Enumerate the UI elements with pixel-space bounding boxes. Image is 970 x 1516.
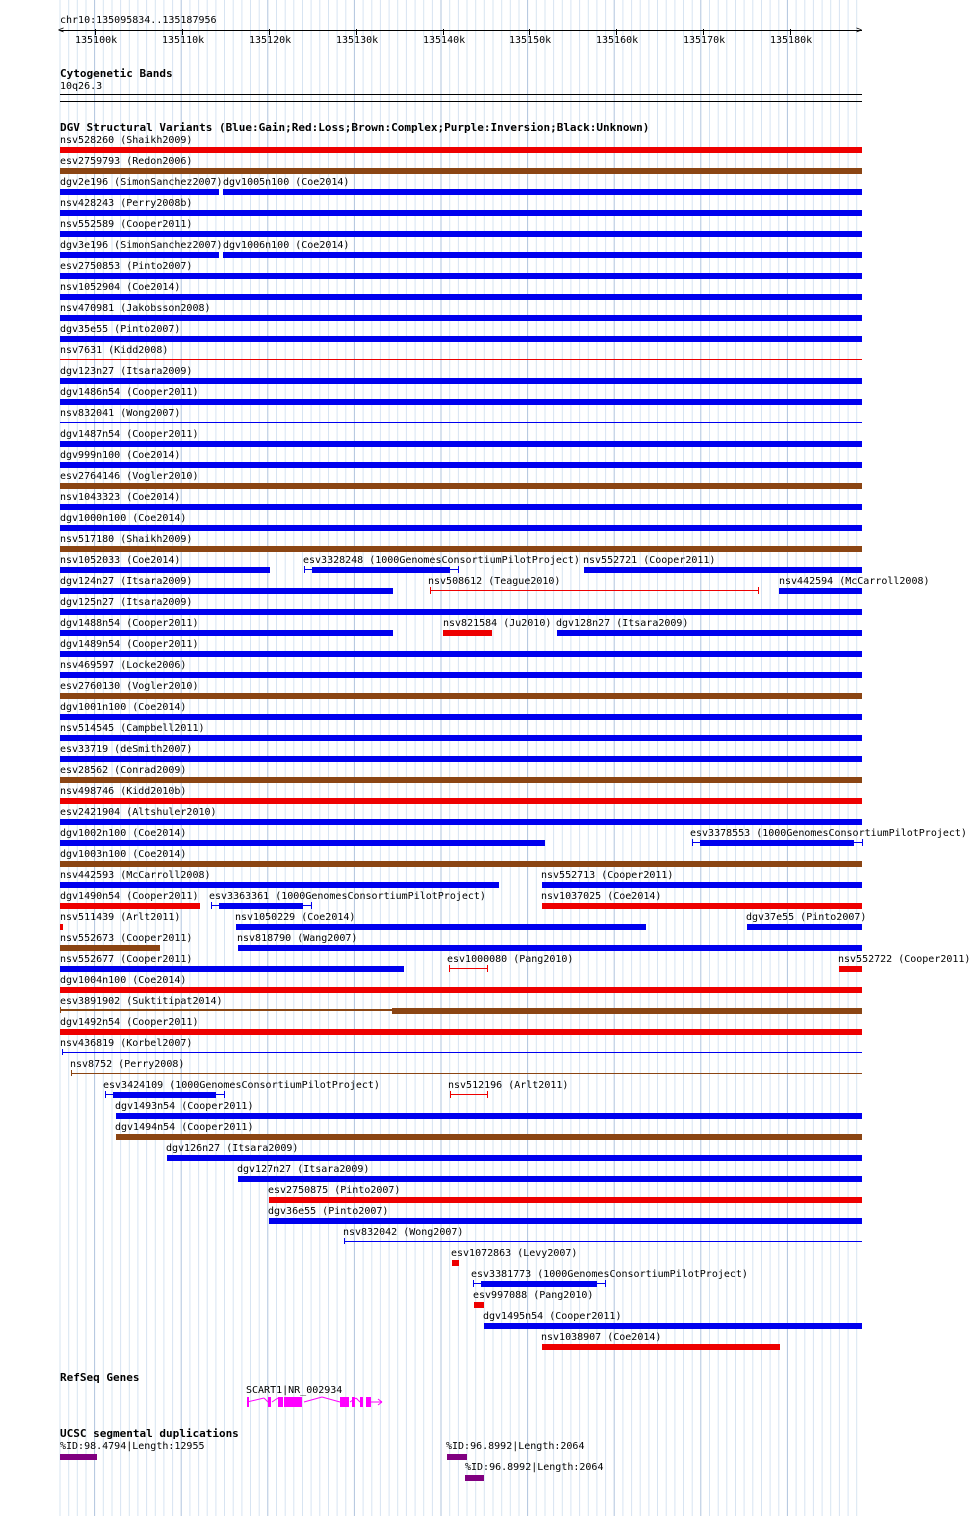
variant-bar[interactable] — [474, 1302, 484, 1308]
variant-bar[interactable] — [116, 1134, 862, 1140]
variant-bar[interactable] — [238, 1176, 862, 1182]
variant-bar[interactable] — [60, 294, 862, 300]
variant-bar[interactable] — [60, 483, 862, 489]
variant-label[interactable]: esv2750875 (Pinto2007) — [268, 1185, 401, 1196]
variant-label[interactable]: nsv517180 (Shaikh2009) — [60, 534, 193, 545]
variant-label[interactable]: dgv123n27 (Itsara2009) — [60, 366, 193, 377]
variant-bar[interactable] — [60, 315, 862, 321]
variant-label[interactable]: nsv528260 (Shaikh2009) — [60, 135, 193, 146]
variant-label[interactable]: nsv512196 (Arlt2011) — [448, 1080, 569, 1091]
gene-intron-1 — [247, 1398, 264, 1402]
variant-label[interactable]: nsv442594 (McCarroll2008) — [779, 576, 930, 587]
variant-bar[interactable] — [60, 735, 862, 741]
variant-label[interactable]: esv3328248 (1000GenomesConsortiumPilotProject) — [303, 555, 580, 566]
variant-label[interactable]: esv28562 (Conrad2009) — [60, 765, 187, 776]
variant-bar[interactable] — [60, 840, 545, 846]
variant-bar[interactable] — [60, 567, 270, 573]
variant-label[interactable]: dgv3e196 (SimonSanchez2007) — [60, 240, 223, 251]
variant-bar[interactable] — [113, 1092, 216, 1098]
variant-label[interactable]: esv3381773 (1000GenomesConsortiumPilotProject) — [471, 1269, 748, 1280]
variant-bar[interactable] — [219, 903, 303, 909]
variant-bar[interactable] — [542, 882, 862, 888]
gene-exon-6 — [352, 1397, 355, 1407]
variant-bracket[interactable] — [692, 839, 693, 846]
variant-bar[interactable] — [116, 1113, 862, 1119]
variant-label[interactable]: dgv1004n100 (Coe2014) — [60, 975, 187, 986]
variant-bar[interactable] — [481, 1281, 597, 1287]
variant-label[interactable]: dgv1492n54 (Cooper2011) — [60, 1017, 199, 1028]
variant-bar[interactable] — [557, 630, 862, 636]
variant-bar[interactable] — [60, 966, 404, 972]
segdup-bar[interactable] — [60, 1454, 97, 1460]
variant-label[interactable]: nsv436819 (Korbel2007) — [60, 1038, 193, 1049]
variant-bar[interactable] — [60, 672, 862, 678]
cytoband-rule-top — [60, 94, 862, 95]
variant-label[interactable]: dgv1489n54 (Cooper2011) — [60, 639, 199, 650]
variant-line[interactable] — [430, 590, 758, 591]
ruler-axis — [60, 30, 862, 31]
variant-bar[interactable] — [269, 1197, 862, 1203]
variant-bracket[interactable] — [458, 566, 459, 573]
variant-label[interactable]: dgv1486n54 (Cooper2011) — [60, 387, 199, 398]
gene-exon-8 — [366, 1397, 371, 1407]
variant-label[interactable]: nsv1050229 (Coe2014) — [235, 912, 356, 923]
ruler-arrow-right: > — [856, 25, 863, 36]
variant-bar[interactable] — [452, 1260, 459, 1266]
variant-label[interactable]: nsv1037025 (Coe2014) — [541, 891, 662, 902]
variant-bracket[interactable] — [211, 902, 212, 909]
variant-label[interactable]: nsv832042 (Wong2007) — [343, 1227, 464, 1238]
variant-bar[interactable] — [312, 567, 450, 573]
gene-exon-7 — [360, 1397, 363, 1407]
variant-line[interactable] — [71, 1073, 862, 1074]
variant-label[interactable]: esv1000080 (Pang2010) — [447, 954, 574, 965]
ruler-tick-label: 135110k — [162, 35, 205, 46]
variant-bar[interactable] — [542, 903, 862, 909]
variant-label[interactable]: nsv514545 (Campbell2011) — [60, 723, 205, 734]
variant-label[interactable]: nsv818790 (Wang2007) — [237, 933, 358, 944]
variant-bar[interactable] — [60, 147, 862, 153]
segdup-bar[interactable] — [465, 1475, 484, 1481]
variant-bracket[interactable] — [487, 1091, 488, 1098]
dgv-track-title: DGV Structural Variants (Blue:Gain;Red:Loss;Brown:Complex;Purple:Inversion;Black:Unknown) — [60, 121, 650, 134]
segdup-label[interactable]: %ID:96.8992|Length:2064 — [465, 1462, 604, 1473]
ruler-tick-label: 135130k — [336, 35, 379, 46]
variant-bracket[interactable] — [224, 1091, 225, 1098]
refseq-gene-model[interactable] — [244, 1395, 386, 1409]
variant-label[interactable]: esv3424109 (1000GenomesConsortiumPilotProject) — [103, 1080, 380, 1091]
variant-label[interactable]: nsv552677 (Cooper2011) — [60, 954, 193, 965]
variant-label[interactable]: dgv1002n100 (Coe2014) — [60, 828, 187, 839]
variant-label[interactable]: dgv1003n100 (Coe2014) — [60, 849, 187, 860]
variant-bar[interactable] — [223, 252, 862, 258]
variant-label[interactable]: nsv8752 (Perry2008) — [70, 1059, 185, 1070]
variant-label[interactable]: nsv7631 (Kidd2008) — [60, 345, 169, 356]
gene-exon-4 — [284, 1397, 302, 1407]
variant-label[interactable]: nsv511439 (Arlt2011) — [60, 912, 181, 923]
refseq-gene-label[interactable]: SCART1|NR_002934 — [246, 1385, 343, 1396]
variant-bar[interactable] — [60, 504, 862, 510]
variant-label[interactable]: dgv126n27 (Itsara2009) — [166, 1143, 299, 1154]
variant-bar[interactable] — [747, 924, 862, 930]
variant-label[interactable]: dgv1494n54 (Cooper2011) — [115, 1122, 254, 1133]
variant-label[interactable]: nsv508612 (Teague2010) — [428, 576, 561, 587]
variant-bracket[interactable] — [430, 587, 431, 594]
variant-label[interactable]: esv3891902 (Suktitipat2014) — [60, 996, 223, 1007]
variant-bar[interactable] — [60, 189, 219, 195]
variant-bar[interactable] — [60, 798, 862, 804]
variant-bracket[interactable] — [62, 1049, 63, 1055]
variant-label[interactable]: esv2421904 (Altshuler2010) — [60, 807, 217, 818]
gene-exon-1 — [247, 1397, 249, 1407]
variant-bar[interactable] — [167, 1155, 862, 1161]
variant-bar[interactable] — [584, 567, 862, 573]
variant-bar[interactable] — [60, 714, 862, 720]
gene-exon-3 — [278, 1397, 283, 1407]
variant-line[interactable] — [344, 1241, 862, 1242]
variant-label[interactable]: nsv821584 (Ju2010) — [443, 618, 552, 629]
variant-bracket[interactable] — [311, 902, 312, 909]
ruler-tick-label: 135150k — [509, 35, 552, 46]
variant-label[interactable]: esv3378553 (1000GenomesConsortiumPilotProject) — [690, 828, 967, 839]
cytoband-rule-bottom — [60, 101, 862, 102]
variant-label[interactable]: nsv552673 (Cooper2011) — [60, 933, 193, 944]
variant-label[interactable]: dgv999n100 (Coe2014) — [60, 450, 181, 461]
variant-label[interactable]: esv33719 (deSmith2007) — [60, 744, 193, 755]
variant-bar[interactable] — [60, 210, 862, 216]
variant-label[interactable]: dgv1000n100 (Coe2014) — [60, 513, 187, 524]
variant-line[interactable] — [60, 1009, 392, 1011]
variant-bar[interactable] — [60, 168, 862, 174]
variant-label[interactable]: nsv1052904 (Coe2014) — [60, 282, 181, 293]
variant-bar[interactable] — [839, 966, 862, 972]
segdups-track-title: UCSC segmental duplications — [60, 1427, 239, 1440]
variant-bracket[interactable] — [473, 1280, 474, 1287]
variant-bracket[interactable] — [862, 839, 863, 846]
variant-bar[interactable] — [60, 441, 862, 447]
variant-label[interactable]: dgv37e55 (Pinto2007) — [746, 912, 867, 923]
variant-bracket[interactable] — [450, 1091, 451, 1098]
variant-label[interactable]: nsv552713 (Cooper2011) — [541, 870, 674, 881]
variant-label[interactable]: nsv1038907 (Coe2014) — [541, 1332, 662, 1343]
ruler-tick-label: 135170k — [683, 35, 726, 46]
variant-label[interactable]: dgv1005n100 (Coe2014) — [223, 177, 350, 188]
variant-bracket[interactable] — [605, 1280, 606, 1287]
gene-intron-5 — [322, 1397, 340, 1402]
variant-bar[interactable] — [60, 924, 63, 930]
gene-exon-5 — [340, 1397, 349, 1407]
variant-bar[interactable] — [60, 630, 393, 636]
variant-label[interactable]: dgv1493n54 (Cooper2011) — [115, 1101, 254, 1112]
variant-bar[interactable] — [60, 546, 862, 552]
variant-label[interactable]: esv1072863 (Levy2007) — [451, 1248, 578, 1259]
segdup-label[interactable]: %ID:98.4794|Length:12955 — [60, 1441, 205, 1452]
variant-bar[interactable] — [238, 945, 862, 951]
variant-label[interactable]: nsv428243 (Perry2008b) — [60, 198, 193, 209]
gene-intron-3 — [272, 1398, 278, 1402]
variant-line[interactable] — [450, 1094, 487, 1095]
variant-label[interactable]: dgv36e55 (Pinto2007) — [268, 1206, 389, 1217]
ruler-location: chr10:135095834..135187956 — [60, 15, 217, 26]
variant-line[interactable] — [60, 422, 862, 423]
variant-bar[interactable] — [60, 462, 862, 468]
variant-bar[interactable] — [60, 882, 499, 888]
variant-bar[interactable] — [700, 840, 854, 846]
variant-label[interactable]: dgv35e55 (Pinto2007) — [60, 324, 181, 335]
variant-label[interactable]: dgv127n27 (Itsara2009) — [237, 1164, 370, 1175]
variant-label[interactable]: dgv2e196 (SimonSanchez2007) — [60, 177, 223, 188]
variant-label[interactable]: nsv498746 (Kidd2010b) — [60, 786, 187, 797]
variant-bar[interactable] — [542, 1344, 780, 1350]
variant-label[interactable]: dgv1006n100 (Coe2014) — [223, 240, 350, 251]
ruler-tick-label: 135160k — [596, 35, 639, 46]
variant-line[interactable] — [62, 1052, 862, 1053]
cytobands-track-title: Cytogenetic Bands — [60, 67, 173, 80]
variant-bar[interactable] — [60, 693, 862, 699]
ruler-tick-label: 135140k — [423, 35, 466, 46]
variant-bar[interactable] — [236, 924, 646, 930]
variant-label[interactable]: dgv128n27 (Itsara2009) — [556, 618, 689, 629]
variant-bar[interactable] — [779, 588, 862, 594]
segdup-bar[interactable] — [447, 1454, 467, 1460]
variant-line[interactable] — [449, 968, 487, 969]
refseq-track-title: RefSeq Genes — [60, 1371, 140, 1384]
variant-bar[interactable] — [60, 525, 862, 531]
variant-bar[interactable] — [60, 945, 160, 951]
variant-bar[interactable] — [60, 378, 862, 384]
variant-label[interactable]: nsv552589 (Cooper2011) — [60, 219, 193, 230]
variant-label[interactable]: nsv469597 (Locke2006) — [60, 660, 187, 671]
variant-bracket[interactable] — [105, 1091, 106, 1098]
variant-bar[interactable] — [60, 903, 200, 909]
variant-bar[interactable] — [223, 189, 862, 195]
variant-label[interactable]: esv2764146 (Vogler2010) — [60, 471, 199, 482]
variant-bracket[interactable] — [304, 566, 305, 573]
variant-bar[interactable] — [60, 861, 862, 867]
cytoband-label: 10q26.3 — [60, 81, 103, 92]
variant-label[interactable]: esv997088 (Pang2010) — [473, 1290, 594, 1301]
variant-bar[interactable] — [60, 252, 219, 258]
variant-bar[interactable] — [60, 651, 862, 657]
variant-bracket[interactable] — [758, 587, 759, 594]
gene-exon-2 — [268, 1397, 271, 1407]
gene-intron-2 — [264, 1398, 268, 1402]
variant-label[interactable]: esv2750853 (Pinto2007) — [60, 261, 193, 272]
variant-label[interactable]: dgv1490n54 (Cooper2011) — [60, 891, 199, 902]
variant-label[interactable]: dgv124n27 (Itsara2009) — [60, 576, 193, 587]
variant-bar[interactable] — [60, 819, 862, 825]
variant-label[interactable]: dgv1001n100 (Coe2014) — [60, 702, 187, 713]
variant-label[interactable]: nsv552722 (Cooper2011) — [838, 954, 970, 965]
variant-label[interactable]: dgv1487n54 (Cooper2011) — [60, 429, 199, 440]
variant-bar[interactable] — [60, 756, 862, 762]
variant-label[interactable]: nsv1043323 (Coe2014) — [60, 492, 181, 503]
ruler-tick-label: 135180k — [770, 35, 813, 46]
variant-label[interactable]: dgv1488n54 (Cooper2011) — [60, 618, 199, 629]
variant-label[interactable]: esv3363361 (1000GenomesConsortiumPilotProject) — [209, 891, 486, 902]
variant-bar[interactable] — [60, 336, 862, 342]
variant-label[interactable]: esv2759793 (Redon2006) — [60, 156, 193, 167]
variant-bracket[interactable] — [60, 1007, 61, 1013]
variant-bracket[interactable] — [71, 1070, 72, 1076]
variant-bar[interactable] — [60, 231, 862, 237]
variant-label[interactable]: esv2760130 (Vogler2010) — [60, 681, 199, 692]
variant-label[interactable]: nsv470981 (Jakobsson2008) — [60, 303, 211, 314]
variant-label[interactable]: nsv832041 (Wong2007) — [60, 408, 181, 419]
ruler-arrow-left: < — [58, 25, 65, 36]
variant-bar[interactable] — [60, 1029, 862, 1035]
ruler-tick-label: 135120k — [249, 35, 292, 46]
ruler-tick-label: 135100k — [75, 35, 118, 46]
variant-bar[interactable] — [484, 1323, 862, 1329]
variant-bar[interactable] — [60, 588, 393, 594]
variant-label[interactable]: nsv1052033 (Coe2014) — [60, 555, 181, 566]
variant-line[interactable] — [60, 359, 862, 360]
gene-intron-4 — [304, 1397, 322, 1402]
gene-intron-7 — [356, 1398, 360, 1402]
variant-bar[interactable] — [60, 609, 862, 615]
variant-bar[interactable] — [443, 630, 492, 636]
variant-bar[interactable] — [269, 1218, 862, 1224]
variant-bar[interactable] — [60, 987, 862, 993]
variant-label[interactable]: nsv442593 (McCarroll2008) — [60, 870, 211, 881]
variant-label[interactable]: dgv125n27 (Itsara2009) — [60, 597, 193, 608]
variant-label[interactable]: dgv1495n54 (Cooper2011) — [483, 1311, 622, 1322]
variant-bar[interactable] — [60, 273, 862, 279]
variant-label[interactable]: nsv552721 (Cooper2011) — [583, 555, 716, 566]
variant-bar[interactable] — [60, 399, 862, 405]
variant-bracket[interactable] — [344, 1238, 345, 1244]
variant-bracket[interactable] — [487, 965, 488, 972]
segdup-label[interactable]: %ID:96.8992|Length:2064 — [446, 1441, 585, 1452]
variant-bar[interactable] — [60, 777, 862, 783]
variant-bar[interactable] — [392, 1008, 862, 1014]
variant-bracket[interactable] — [449, 965, 450, 972]
